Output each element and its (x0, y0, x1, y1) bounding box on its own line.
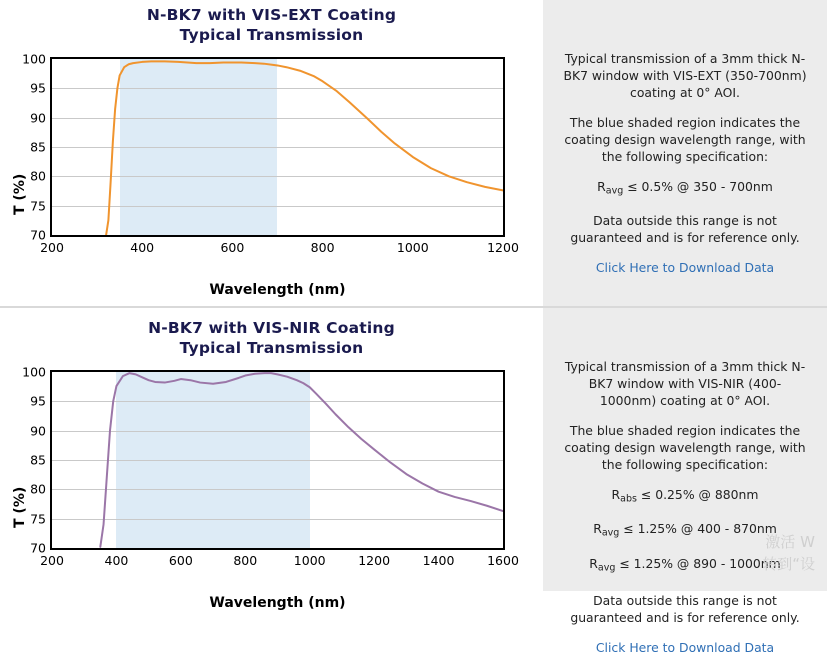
chart-area-vis-nir (0, 308, 543, 611)
y-axis-tick-label: 90 (30, 110, 46, 126)
y-axis-tick-label: 100 (22, 364, 46, 380)
x-axis-tick-label: 800 (310, 240, 335, 255)
x-axis-tick-label: 1200 (358, 553, 391, 568)
y-axis-tick-label: 80 (30, 481, 46, 497)
spec-text: ≤ 1.25% @ 400 - 870nm (619, 521, 777, 537)
x-axis-tick-label: 1600 (487, 553, 519, 568)
x-axis-label-vis-nir: Wavelength (nm) (209, 595, 346, 611)
chart-title-vis-ext (0, 0, 543, 45)
download-data-link[interactable]: Click Here to Download Data (595, 640, 775, 656)
description-secondary: The blue shaded region indicates the coating design wavelength range, with the following specification: (564, 115, 806, 164)
x-axis-label-vis-ext: Wavelength (nm) (209, 282, 346, 298)
x-axis-tick-label: 800 (233, 553, 258, 568)
transmission-curve (52, 372, 503, 548)
chart-area-vis-ext (0, 0, 543, 306)
chart-title-line1: N-BK7 with VIS-NIR Coating (148, 319, 395, 337)
transmission-curve (52, 59, 503, 235)
spec-line (561, 555, 809, 576)
x-axis-tick-label: 1000 (293, 553, 326, 568)
x-axis-tick-label: 1000 (396, 240, 429, 255)
y-axis-tick-label: 85 (30, 139, 46, 155)
chart-title-line2: Typical Transmission (179, 339, 364, 357)
x-axis-tick-label: 1400 (422, 553, 455, 568)
description-primary: Typical transmission of a 3mm thick N-BK7 window with VIS-EXT (350-700nm) coating at 0° AOI. (563, 51, 807, 100)
y-axis-tick-label: 85 (30, 452, 46, 468)
y-axis-tick-label: 75 (30, 511, 46, 527)
data-disclaimer: Data outside this range is not guaranteed and is for reference only. (570, 213, 800, 246)
info-panel-vis-ext (543, 0, 827, 306)
plot-vis-nir (22, 364, 519, 568)
description-secondary: The blue shaded region indicates the coating design wavelength range, with the following specification: (564, 423, 806, 472)
x-axis-tick-label: 200 (40, 240, 64, 255)
y-axis-tick-label: 90 (30, 423, 46, 439)
spec-line (561, 520, 809, 541)
chart-panel-vis-ext (0, 0, 827, 306)
y-axis-label-vis-nir: T (%) (12, 486, 28, 528)
chart-title-line1: N-BK7 with VIS-EXT Coating (146, 6, 397, 24)
download-data-link[interactable]: Click Here to Download Data (595, 260, 775, 276)
y-axis-tick-label: 75 (30, 198, 46, 214)
x-axis-tick-label: 1200 (487, 240, 519, 255)
y-axis-tick-label: 80 (30, 168, 46, 184)
y-axis-tick-label: 95 (30, 80, 46, 96)
x-axis-tick-label: 200 (40, 553, 64, 568)
spec-text: ≤ 0.25% @ 880nm (636, 487, 759, 502)
spec-subscript: avg (605, 185, 624, 197)
y-axis-label-vis-ext: T (%) (12, 173, 28, 215)
y-axis-tick-label: 70 (30, 227, 46, 243)
y-axis-tick-label: 95 (30, 393, 46, 409)
chart-title-line2: Typical Transmission (179, 26, 364, 44)
plot-vis-ext (22, 51, 519, 255)
x-axis-tick-label: 400 (104, 553, 129, 568)
spec-line (561, 486, 809, 507)
spec-line (561, 178, 809, 199)
spec-subscript: avg (601, 527, 620, 539)
description-primary: Typical transmission of a 3mm thick N-BK7 window with VIS-NIR (400-1000nm) coating at 0° AOI. (564, 359, 806, 408)
chart-title-vis-nir (0, 308, 543, 358)
y-axis-tick-label: 100 (22, 51, 46, 67)
x-axis-tick-label: 400 (130, 240, 155, 255)
spec-text: ≤ 0.5% @ 350 - 700nm (623, 179, 773, 194)
spec-symbol: R (593, 521, 602, 537)
x-axis-tick-label: 600 (168, 553, 193, 568)
info-panel-vis-nir (543, 308, 827, 656)
watermark-line2: 转到“设 (762, 555, 815, 573)
chart-panel-vis-nir (0, 308, 827, 656)
spec-subscript: abs (620, 493, 637, 505)
spec-symbol: R (597, 179, 606, 194)
spec-text: ≤ 1.25% @ 890 - 1000nm (615, 555, 781, 571)
spec-symbol: R (589, 555, 598, 571)
spec-subscript: avg (597, 562, 616, 574)
watermark-line1: 激活 W (765, 533, 815, 551)
data-disclaimer: Data outside this range is not guaranteed and is for reference only. (570, 593, 800, 626)
x-axis-tick-label: 600 (220, 240, 245, 255)
y-axis-tick-label: 70 (30, 540, 46, 556)
spec-symbol: R (611, 487, 621, 502)
